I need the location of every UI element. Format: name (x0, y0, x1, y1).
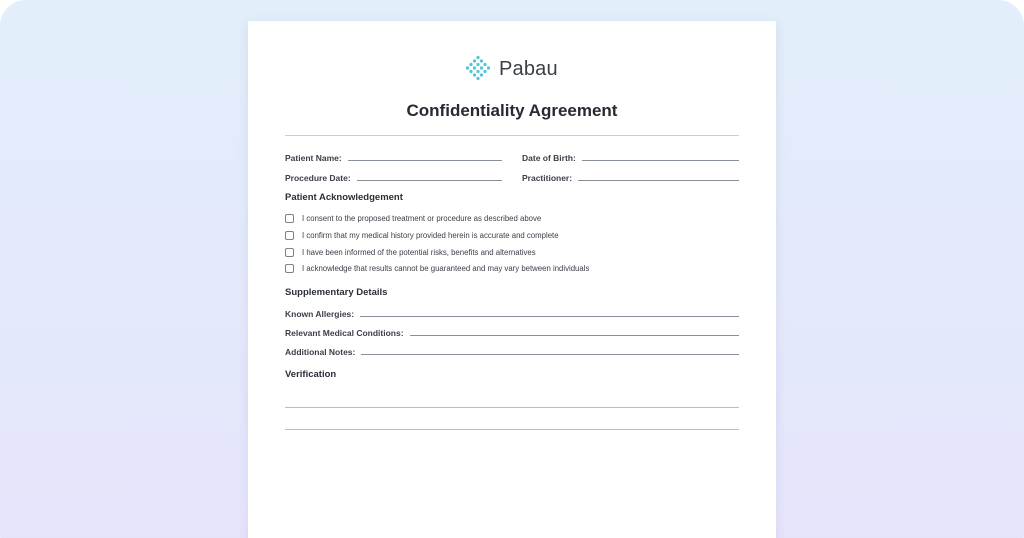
date-of-birth-line[interactable] (582, 159, 739, 161)
diamond-dots-logo-icon (464, 55, 492, 83)
form-sheet (248, 21, 776, 538)
patient-name-field[interactable] (285, 151, 502, 163)
checkbox[interactable] (285, 248, 294, 257)
checkbox[interactable] (285, 231, 294, 240)
known-allergies-line[interactable] (360, 315, 739, 317)
verification-heading: Verification (285, 369, 337, 380)
title-divider (285, 135, 739, 136)
verification-signature-line[interactable] (285, 407, 739, 408)
patient-name-line[interactable] (348, 159, 502, 161)
acknowledgement-item-label: I acknowledge that results cannot be guaranteed and may vary between individuals (302, 263, 590, 273)
date-of-birth-field[interactable] (522, 151, 739, 163)
practitioner-field[interactable] (522, 171, 739, 183)
checkbox[interactable] (285, 264, 294, 273)
acknowledgement-item-label: I have been informed of the potential risks, benefits and alternatives (302, 247, 536, 257)
verification-date-line[interactable] (285, 429, 739, 430)
procedure-date-line[interactable] (357, 179, 502, 181)
acknowledgement-item[interactable] (285, 229, 559, 241)
acknowledgement-item[interactable] (285, 262, 589, 274)
additional-notes-field[interactable] (285, 345, 739, 357)
date-of-birth-label: Date of Birth: (522, 153, 576, 163)
checkbox[interactable] (285, 214, 294, 223)
acknowledgement-item[interactable] (285, 246, 536, 258)
additional-notes-label: Additional Notes: (285, 347, 356, 357)
patient-name-label: Patient Name: (285, 153, 342, 163)
relevant-conditions-line[interactable] (410, 334, 739, 336)
acknowledgement-item-label: I consent to the proposed treatment or procedure as described above (302, 213, 542, 223)
relevant-conditions-field[interactable] (285, 326, 739, 338)
supplementary-heading: Supplementary Details (285, 287, 388, 298)
acknowledgement-item-label: I confirm that my medical history provided herein is accurate and complete (302, 230, 559, 240)
additional-notes-line[interactable] (361, 353, 739, 355)
relevant-conditions-label: Relevant Medical Conditions: (285, 328, 404, 338)
known-allergies-field[interactable] (285, 307, 739, 319)
acknowledgement-heading: Patient Acknowledgement (285, 192, 403, 203)
known-allergies-label: Known Allergies: (285, 309, 355, 319)
procedure-date-field[interactable] (285, 171, 502, 183)
document-title: Confidentiality Agreement (406, 101, 618, 120)
practitioner-line[interactable] (578, 179, 739, 181)
procedure-date-label: Procedure Date: (285, 173, 351, 183)
acknowledgement-item[interactable] (285, 212, 541, 224)
brand-name: Pabau (499, 57, 558, 80)
brand-logo (464, 55, 558, 83)
practitioner-label: Practitioner: (522, 173, 573, 183)
